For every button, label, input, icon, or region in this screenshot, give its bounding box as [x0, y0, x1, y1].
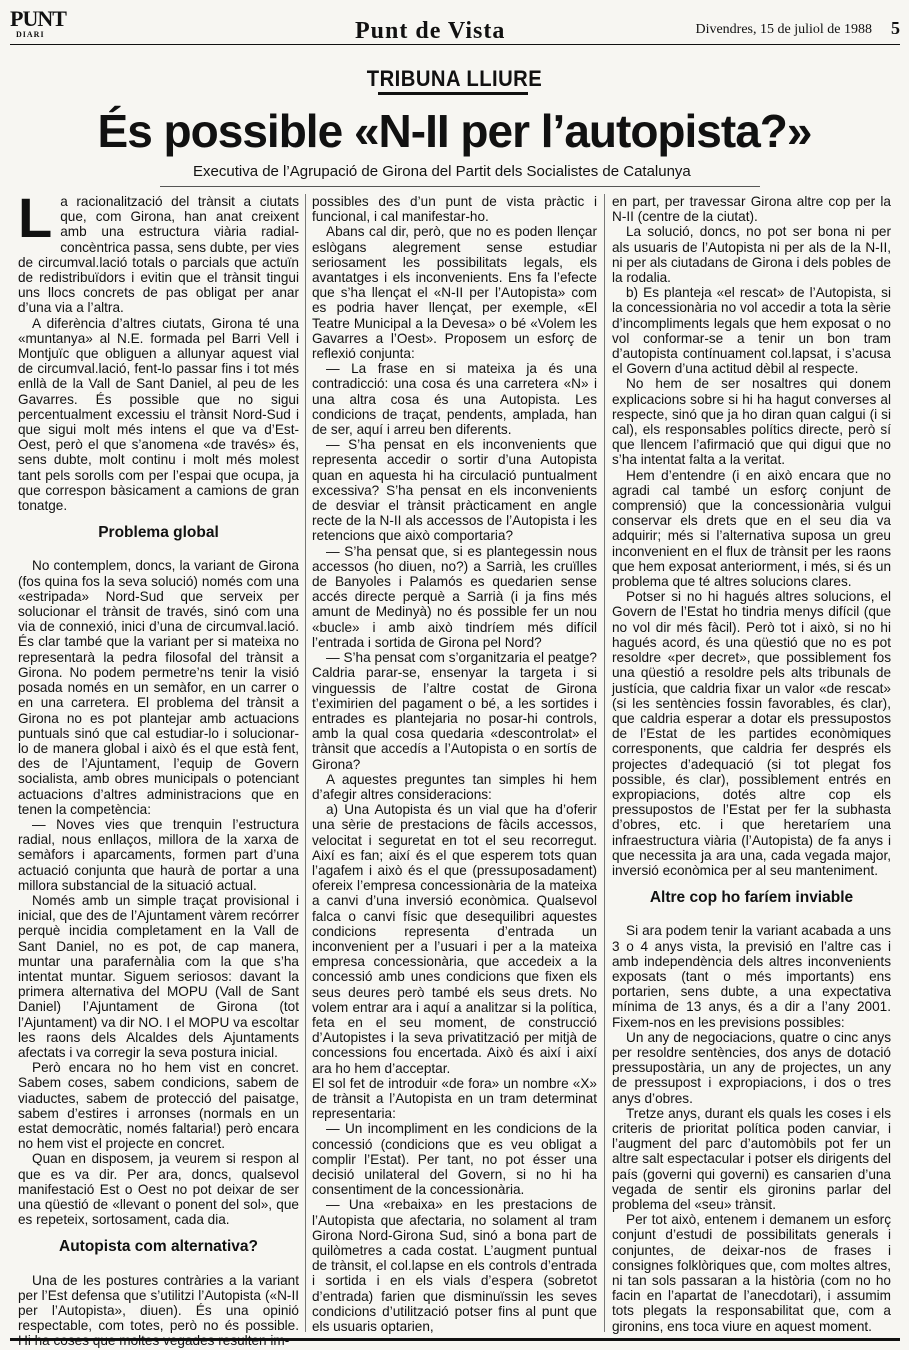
paragraph: Un any de negociacions, quatre o cinc anys per resoldre sentències, dos anys de dotació pressupostària, un any de projectes, un any de pressupost i expropiacions, i dos o tres anys d’obres. — [612, 1029, 891, 1106]
drop-cap: L — [18, 186, 53, 249]
section-title: Punt de Vista — [355, 18, 506, 44]
byline-rule — [160, 186, 760, 187]
paragraph: A diferència d’altres ciutats, Girona té una «muntanya» al N.E. formada pel Barri Vell i Montjuïc que obliguen a allunyar aquest vial de circumval.lació, fent-lo passar fins i tot més enllà de la Vall de Sant Daniel, al peu de les Gavarres. És possible que no sigui percentualment excessiu el trànsit Nord-Sud i que sigui molt més intens el que va d’Est-Oest, però el que s’anomena «de través» és, sens dubte, molt continu i molt més molest tant pels sorolls com per l’espai que ocupa, ja que correspon bàsicament a camions de gran tonatge. — [18, 315, 299, 514]
paragraph: Potser si no hi hagués altres solucions, el Govern de l’Estat ho tindria menys difícil (que no vol dir més fàcil). Però tot i això, si no hi hagués acord, és una qüestió que no es pot resoldre «per decret», que possiblement fos una qüestió a resoldre pels alts tribunals de justícia, que caldria fixar un valor «de rescat» (si les sentències fossin favorables, és clar), que caldria esperar a dotar els pressupostos de l’Estat de les partides econòmiques corresponents, que caldria fer després els projectes d’adequació (si tot plegat fos possible, és clar), possiblement entrés en expropiacions, dotés altre cop els pressupostos de l’Estat per fer la subhasta d’obres, etc. i que heretaríem una infraestructura viària (l’Autopista) de fa anys i que necessita ja ara una, cada vegada major, inversió econòmica per al seu manteniment. — [612, 589, 891, 878]
paragraph: possibles des d’un punt de vista pràctic i funcional, i cal manifestar-ho. — [312, 194, 597, 225]
masthead — [10, 8, 900, 42]
article-column-1 — [18, 186, 299, 1349]
paragraph: Hem d’entendre (i en això encara que no agradi cal també un esforç conjunt de comprensió) que la concessionària vulgui conservar els drets que en el seu dia va adquirir; més si l’alternativa suposa un greu inconvenient en el flux de trànsit per les raons que hem exposat anteriorment, i més, si és un problema que té altres solucions clares. — [612, 467, 891, 590]
paragraph: Una de les postures contràries a la variant per l’Est defensa que s’utilitzi l’Autopista («N-II per l’Autopista», diuen). És una opinió respectable, com totes, però no és possible. Hi ha coses que moltes vegades resulten im- — [18, 1272, 299, 1349]
page-bottom-rule — [10, 1338, 900, 1341]
paragraph: — Un incompliment en les condicions de la concessió (condicions que es veu obligat a complir l’Estat). Per tant, no pot ésser una decisió unilateral del Govern, si no hi ha consentiment de la concessionària. — [312, 1121, 597, 1198]
column-divider — [305, 194, 306, 1332]
article-headline: És possible «N-II per l’autopista?» — [97, 105, 812, 157]
paragraph: — S’ha pensat com s’organitzaria el peatge? Caldria parar-se, ensenyar la targeta i si vinguessis de l’altre costat de Girona t’eximirien del pagament o bé, a les sortides i entrades es plantejaria no posar-hi controls, amb la qual cosa quedaria «descontrolat» el trànsit que accedís a l’Autopista o en sortís de Girona? — [312, 650, 597, 772]
article-kicker: TRIBUNA LLIURE — [366, 66, 543, 91]
paragraph: La solució, doncs, no pot ser bona ni per als usuaris de l’Autopista ni per als de la N-II, ni per als ciutadans de Girona i dels pobles de la rodalia. — [612, 224, 891, 286]
paragraph: Però encara no ho hem vist en concret. Sabem coses, sabem condicions, sabem de viaductes, sabem de protecció del paisatge, sabem d’estires i arronses (normals en un estat democràtic, només faltaria!) però encara no hem vist el projecte en concret. — [18, 1060, 299, 1152]
masthead-rule — [10, 44, 900, 45]
paragraph: El sol fet de introduir «de fora» un nombre «X» de trànsit a l’Autopista en un tram determinat representaria: — [312, 1075, 597, 1122]
article-byline: Executiva de l’Agrupació de Girona del Partit dels Socialistes de Catalunya — [193, 163, 691, 180]
paragraph: a) Una Autopista és un vial que ha d’oferir una sèrie de prestacions de fàcils accessos, velocitat i seguretat en tot el seu recorregut. Així es fan; així és el que esperem tots quan l’agafem i això és el que (pressuposadament) ofereix l’empresa concessionària de la mateixa a canvi d’una inversió econòmica. Qualsevol falca o canvi físic que desequilibri aquestes condicions representa d’entrada un inconvenient per a l’usuari i per a la mateixa empresa concessionària, que accedeix a la concessió amb unes condicions que fixen els seus deures però també els seus drets. No volem entrar ara i aquí a analitzar si la política, feta en el seu moment, de construcció d’Autopistes i la seva privatització per mitjà de concessions fou encertada. Això és així i així ara ho hem d’acceptar. — [312, 802, 597, 1076]
paragraph: — S’ha pensat en els inconvenients que representa accedir o sortir d’una Autopista quan en aquesta hi ha circulació puntualment excessiva? S’ha pensat en els inconvenients de desviar el trànsit pràcticament en angle recte de la N-II als accessos de l’Autopista i les retencions que això comportaria? — [312, 437, 597, 544]
paragraph: La racionalització del trànsit a ciutats que, com Girona, han anat creixent amb una estructura viària radial-concèntrica passa, sens dubte, per vies de circumval.lació totals o parcials que actuïn de redistribuïdors i evitin que el trànsit tingui uns llocs concrets de pas obligat per anar d’una via a l’altra. — [18, 186, 299, 316]
paragraph: No hem de ser nosaltres qui donem explicacions sobre si hi ha hagut converses al respecte, sinó que ja ho diran quan calgui (i si cal), els responsables polítics directe, però sí que llencem l’afirmació que qui digui que no s’ha intentat falta a la veritat. — [612, 376, 891, 468]
subheading: Autopista com alternativa? — [59, 1238, 258, 1256]
article-column-2 — [312, 194, 597, 1334]
paragraph: en part, per travessar Girona altre cop per la N-II (centre de la ciutat). — [612, 194, 891, 225]
paragraph: — S’ha pensat que, si es plantegessin nous accessos (ho diuen, no?) a Sarrià, les cruïlles de Banyoles i Palamós es quedarien sense accés directe perquè a Sarrià (i ja fins més amunt de Medinyà) no és possible fer un nou «bucle» i amb això tindríem més difícil l’entrada i sortida de Girona pel Nord? — [312, 543, 597, 650]
paragraph: Si ara podem tenir la variant acabada a uns 3 o 4 anys vista, la previsió en l’altre cas i amb independència dels altres inconvenients exposats (tant o més importants) ens portarien, sens dubte, a una expectativa mínima de 13 anys, és a dir a l’any 2001. Fixem-nos en les previsions possibles: — [612, 923, 891, 1030]
paragraph: — Noves vies que trenquin l’estructura radial, nous enllaços, millora de la xarxa de semàfors i aparcaments, formen part d’una actuació conjunta que haurà de portar a una millora substancial de la situació actual. — [18, 816, 299, 893]
kicker-underline — [378, 92, 528, 95]
newspaper-logo: PUNT — [10, 6, 66, 31]
paragraph: Tretze anys, durant els quals les coses i els criteris de prioritat política poden canviar, i l’augment del parc d’automòbils pot fer un altre salt espectacular i potser els dirigents del país (governi qui governi) es cansarien d’una vegada de sentir els gironins parlar del problema del «seu» trànsit. — [612, 1105, 891, 1212]
paragraph: Per tot això, entenem i demanem un esforç conjunt d’estudi de possibilitats generals i conjuntes, de deixar-nos de frases i consignes folklòriques que, com moltes altres, ni tan sols passaran a la història (com no ho facin en l’apartat de l’anecdotari), i assumim tots plegats la responsabilitat que, com a gironins, ens toca viure en aquest moment. — [612, 1212, 891, 1334]
newspaper-logo-sub: DIARI — [16, 30, 45, 39]
column-divider — [604, 194, 605, 1332]
issue-date: Divendres, 15 de juliol de 1988 — [695, 22, 872, 37]
paragraph: Abans cal dir, però, que no es poden llençar eslògans alegrement sense estudiar seriosament les possibilitats legals, els avantatges i els inconvenients. Ens fa l’efecte que s’ha llençat el «N-II per l’Autopista» com es podria haver llençat, per exemple, «El Teatre Municipal a la Devesa» o bé «Volem les Gavarres a l’Oest». Proposem un esforç de reflexió conjunta: — [312, 224, 597, 362]
paragraph: No contemplem, doncs, la variant de Girona (fos quina fos la seva solució) només com una «estripada» Nord-Sud que serveix per solucionar el trànsit de través, sinó com una via de connexió, inici d’una de circumval.lació. És clar també que la variant per si mateixa no representarà la pedra filosofal del trànsit a Girona. No podem permetre’ns tenir la visió posada només en un semàfor, en un carrer o en una carretera. El problema del trànsit a Girona no es pot plantejar amb actuacions puntuals sinó que cal estudiar-lo i solucionar-lo de manera global i això és el que està fent, des de l’Ajuntament, l’equip de Govern socialista, amb obres municipals o potenciant actuacions d’altres administracions que en tenen la competència: — [18, 558, 299, 817]
paragraph: Quan en disposem, ja veurem si respon al que es va dir. Per ara, doncs, qualsevol manifestació Est o Oest no pot deixar de ser una qüestió de «llevant o ponent del sol», que es repeteix, sortosament, cada dia. — [18, 1151, 299, 1228]
page-number: 5 — [891, 18, 900, 38]
paragraph: — La frase en si mateixa ja és una contradicció: una cosa és una carretera «N» i una altra cosa és una Autopista. Les condicions de traçat, pendents, amplada, han de ser, aquí i arreu ben diferents. — [312, 361, 597, 438]
article-column-3 — [612, 194, 891, 1334]
paragraph: Només amb un simple traçat provisional i inicial, que des de l’Ajuntament vàrem recórrer perquè incidia completament en la Vall de Sant Daniel, no es pot, de cap manera, muntar una parafernàlia com la que s’ha intentat muntar. Siguem seriosos: davant la primera alternativa del MOPU (Vall de Sant Daniel) l’Ajuntament de Girona (tot l’Ajuntament) va dir NO. I el MOPU va escoltar les raons dels Alcaldes dels Ajuntaments afectats i va corregir la seva postura inicial. — [18, 892, 299, 1060]
subheading: Altre cop ho faríem inviable — [649, 889, 854, 907]
paragraph: — Una «rebaixa» en les prestacions de l’Autopista que afectaria, no solament al tram Girona Nord-Girona Sud, sinó a bona part de quilòmetres a cada costat. L’augment puntual de trànsit, el col.lapse en els controls d’entrada i sortida i en els vials d’espera (sobretot d’entrada) farien que disminuïssin les seves condicions d’utilització potser fins al punt que els usuaris optarien, — [312, 1197, 597, 1335]
paragraph: b) Es planteja «el rescat» de l’Autopista, si la concessionària no vol accedir a tota la sèrie d’incompliments legals que hem exposat o no vol conformar-se a tenir un bon tram d’autopista contínuament col.lapsat, i s’acusa el Govern d’una actitud dèbil al respecte. — [612, 285, 891, 377]
subheading: Problema global — [98, 524, 219, 542]
paragraph: A aquestes preguntes tan simples hi hem d’afegir altres consideracions: — [312, 771, 597, 802]
